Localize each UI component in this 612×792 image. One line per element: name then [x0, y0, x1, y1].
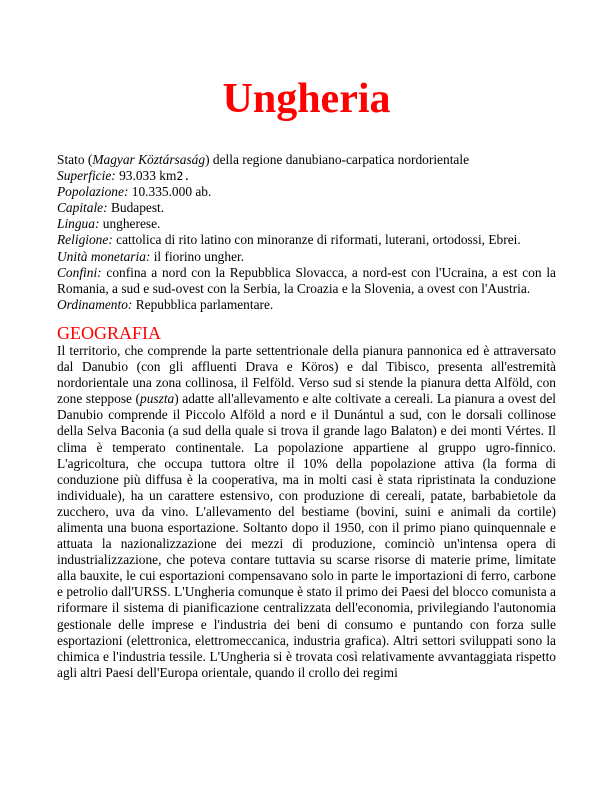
fact-label: Unità monetaria:: [57, 248, 151, 264]
section-heading-geografia: GEOGRAFIA: [57, 322, 162, 343]
fact-label: Religione:: [57, 232, 113, 248]
paragraph-text: Il territorio, che comprende la parte settentrionale della pianura pannonica ed è attraversato dal Danubio (con gli affluenti Drava e Köros) e dal Tibisco, presenta all'estremità nordorientale una zona collinosa, il Felföld. Verso sud si stende la pianura detta Alföld, con zone steppose (: [57, 342, 556, 407]
geografia-paragraph: [57, 343, 556, 681]
fact-lingua: [57, 216, 556, 232]
fact-capitale: [57, 200, 556, 216]
fact-ordinamento: [57, 297, 556, 313]
intro-line: [57, 152, 556, 168]
fact-label: Capitale:: [57, 200, 108, 216]
fact-religione: [57, 232, 556, 248]
fact-label: Popolazione:: [57, 184, 129, 200]
fact-unit: 2.: [176, 169, 191, 184]
fact-popolazione: [57, 184, 556, 200]
fact-value: il fiorino ungher.: [150, 248, 245, 264]
fact-value: confina a nord con la Repubblica Slovacca, a nord-est con l'Ucraina, a est con la Romania, a sud e sud-ovest con la Serbia, la Croazia e la Slovenia, a ovest con l'Austria.: [57, 264, 556, 296]
fact-label: Lingua:: [57, 216, 100, 232]
country-facts: [57, 152, 556, 313]
fact-superficie: [57, 168, 556, 184]
fact-value: cattolica di rito latino con minoranze di riformati, luterani, ortodossi, Ebrei.: [112, 232, 521, 248]
fact-label: Ordinamento:: [57, 296, 133, 312]
paragraph-text: ) adatte all'allevamento e alte coltivate a cereali. La pianura a ovest del Danubio comprende il Piccolo Alföld a nord e il Dunántul a sud, con le dorsali collinose della Selva Baconia (a sud della quale si trova il grande lago Balaton) e dei monti Vértes. Il clima è temperato continentale. La popolazione appartiene al gruppo ugro-finnico. L'agricoltura, che occupa tuttora oltre il 10% della popolazione attiva (la forma di conduzione più diffusa è la cooperativa, ma in molti casi è stata ripristinata la conduzione individuale), ha un carattere estensivo, con produzione di cereali, patate, barbabietole da zucchero, uva da vino. L'allevamento del bestiame (bovini, suini e animali da cortile) alimenta una buona esportazione. Soltanto dopo il 1950, con il primo piano quinquennale e attuata la nazionalizzazione dei mezzi di produzione, cominciò un'intensa opera di industrializzazione, che poteva contare tuttavia su scarse risorse di materie prime, limitate alla bauxite, le cui esportazioni compensavano solo in parte le importazioni di ferro, carbone e petrolio dall'URSS. L'Ungheria comunque è stato il primo dei Paesi del blocco comunista a riformare il sistema di pianificazione centralizzata dell'economia, privilegiando l'autonomia gestionale delle imprese e l'industria dei beni di consumo e puntando con forza sulle esportazioni (elettronica, elettromeccanica, industria grafica). Altri settori sviluppati sono la chimica e l'industria tessile. L'Ungheria si è trovata così relativamente avvantaggiata rispetto agli altri Paesi dell'Europa orientale, quando il crollo dei regimi: [57, 391, 556, 680]
document-page: [57, 0, 556, 681]
fact-value: Budapest.: [107, 200, 165, 216]
fact-value: 10.335.000 ab.: [128, 184, 212, 200]
fact-label: Confini:: [57, 264, 102, 280]
fact-value: Repubblica parlamentare.: [132, 296, 274, 312]
native-name: Magyar Köztársaság: [92, 152, 206, 167]
paragraph-italic-term: puszta: [140, 391, 175, 407]
fact-value: ungherese.: [99, 216, 161, 232]
fact-confini: [57, 265, 556, 297]
fact-moneta: [57, 249, 556, 265]
intro-suffix: ) della regione danubiano-carpatica nordorientale: [205, 152, 470, 167]
fact-value: 93.033 km: [115, 168, 177, 184]
page-title: Ungheria: [222, 76, 391, 122]
intro-prefix: Stato (: [57, 152, 93, 167]
fact-label: Superficie:: [57, 168, 116, 184]
